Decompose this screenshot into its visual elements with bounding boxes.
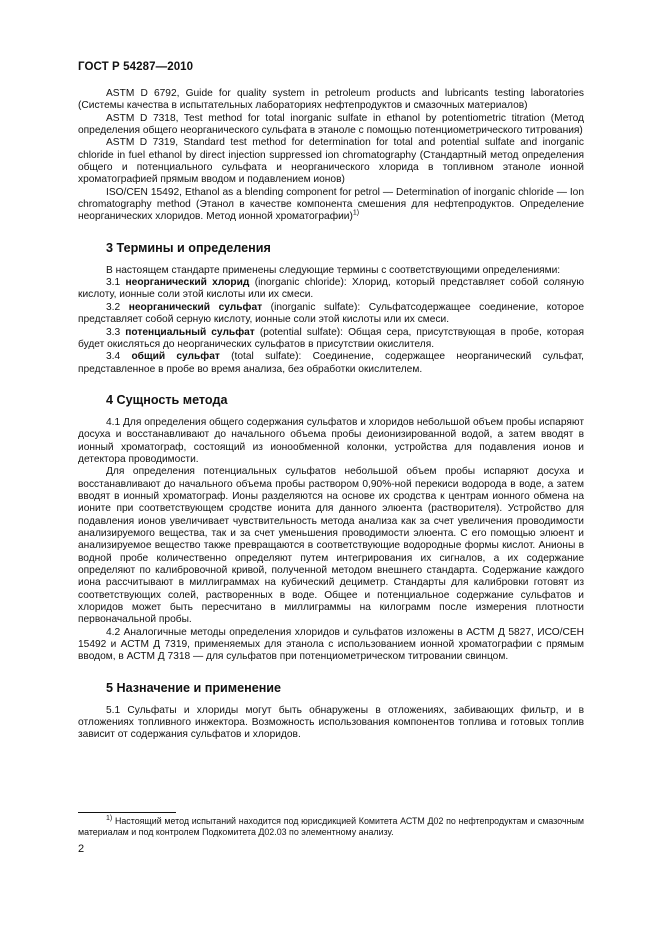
page-content [78,88,584,742]
paragraph-4-1-potential: Для определения потенциальных сульфатов небольшой объем пробы испаряют досуха и восстанавливают до начального объема пробы раствором 0,90%-ной перекиси водорода в воде, а затем вводят в ионный хроматограф. Ионы разделяются на основе их сродства к центрам ионного обмена на ионите при соответствующем сродстве ионита для данного элюента (растворителя). Устройство для подавления ионов увеличивает чувствительность метода анализа как за счет увеличения проводимости анализируемого вещества, так и за счет уменьшения проводимости элюента. С его помощью элюент и анализируемое вещество также превращаются в соответствующие водородные формы кислот. Анионы в водной пробе количественно определяют путем интегрирования их сигналов, а их содержание определяют по калибровочной кривой, полученной методом внешнего стандарта. Содержание каждого иона рассчитывают в миллиграммах на кубический дециметр. Стандарты для калибровки готовят из соответствующих солей, растворенных в воде. Общее и потенциальное содержание сульфатов и хлоридов может быть пересчитано в миллиграммы на килограмм после измерения плотности первоначальной пробы. [78,466,584,626]
footnote-divider [78,812,176,813]
reference-astm-d6792: ASTM D 6792, Guide for quality system in petroleum products and lubricants testing laboratories (Системы качества в испытательных лабораториях нефтепродуктов и смазочных материалов) [78,88,584,112]
section-3-intro: В настоящем стандарте применены следующие термины с соответствующими определениями: [106,264,561,276]
reference-astm-d7319: ASTM D 7319, Standard test method for determination for total and potential sulfate and inorganic chloride in fuel ethanol by direct injection suppressed ion chromatography (Стандартный метод определения общего и потенциального сульфата и неорганического хлорида в топливном этаноле ионной хроматографией прямым вводом и подавлением ионов) [78,137,584,186]
paragraph-4-1: 4.1 Для определения общего содержания сульфатов и хлоридов небольшой объем пробы испаряют досуха и восстанавливают до начального объема пробы деионизированной водой, а затем вводят в ионный хроматограф, состоящий из ионообменной колонки, устройства для подавления ионов и детектора проводимости. [78,416,584,465]
footnote-mark: 1) [106,815,113,823]
reference-iso-cen-15492 [78,187,584,224]
term-definition: (total sulfate): Соединение, содержащее неорганический сульфат, представленное в пробе во время анализа, без обработки окислителем. [78,351,584,375]
section-4-heading: 4 Сущность метода [106,392,228,407]
paragraph-4-2: 4.2 Аналогичные методы определения хлоридов и сульфатов изложены в АСТМ Д 5827, ИСО/СЕН 15492 и АСТМ Д 7319, применяемых для этанола с использованием ионной хроматографии с прямым вводом, в АСТМ Д 7318 — для сульфатов при потенциометрическом титровании свинцом. [78,626,584,663]
term-definition: (inorganic chloride): Хлорид, который представляет собой соляную кислоту, ионные соли этой кислоты или их смеси. [78,277,584,301]
footnote-marker: 1) [352,210,360,218]
page-number: 2 [78,843,85,855]
term-number: 3.1 [106,277,121,289]
term-name: потенциальный сульфат [125,326,255,338]
section-5-heading: 5 Назначение и применение [106,680,282,695]
footnote [78,816,584,838]
term-number: 3.2 [106,301,121,313]
term-3-1 [78,277,584,302]
term-3-3 [78,327,584,352]
standard-id-header: ГОСТ Р 54287—2010 [78,61,194,73]
term-name: неорганический хлорид [125,277,250,289]
term-name: неорганический сульфат [128,301,263,313]
paragraph-5-1: 5.1 Сульфаты и хлориды могут быть обнаружены в отложениях, забивающих фильтр, и в отложениях топливного инжектора. Возможность использования компонентов топлива и готовых топлив зависит от содержания сульфатов и хлоридов. [78,704,584,741]
reference-astm-d7318: ASTM D 7318, Test method for total inorganic sulfate in ethanol by potentiometric titration (Метод определения общего неорганического сульфата в этаноле с помощью потенциометрического титрования) [78,112,584,137]
term-name: общий сульфат [131,351,220,363]
term-number: 3.4 [106,351,121,363]
term-definition: (potential sulfate): Общая сера, присутствующая в пробе, которая будет окисляться до неорганических сульфатов в присутствии окислителя. [78,326,584,350]
footnote-text: Настоящий метод испытаний находится под юрисдикцией Комитета АСТМ Д02 по нефтепродуктам и смазочным материалам и под контролем Подкомитета Д02.03 по элементному анализу. [78,816,584,837]
section-3-heading: 3 Термины и определения [106,240,271,255]
term-number: 3.3 [106,326,121,338]
reference-iso-cen-15492-text: ISO/CEN 15492, Ethanol as a blending component for petrol — Determination of inorganic chloride — Ion chromatography method (Этанол в качестве компонента смешения для нефтепродуктов. Определение неорганических хлоридов. Метод ионной хроматографии) [78,186,584,223]
term-3-4 [78,351,584,376]
term-3-2 [78,302,584,327]
term-definition: (inorganic sulfate): Сульфатсодержащее соединение, которое представляет собой серную кислоту, ионные соли этой кислоты или их смеси. [78,301,584,326]
